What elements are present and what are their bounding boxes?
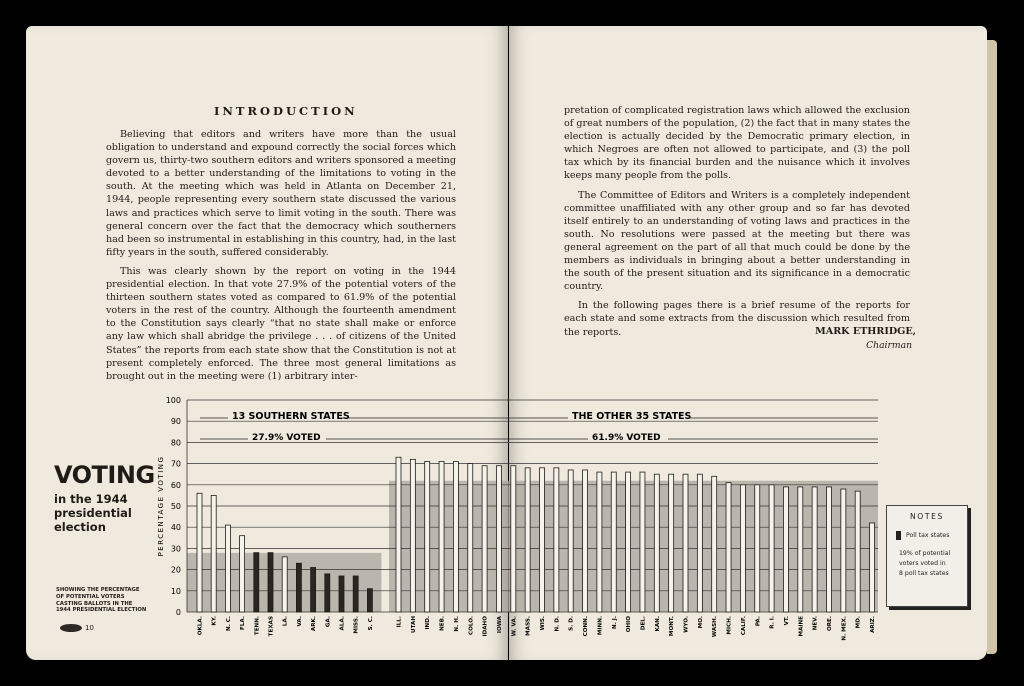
intro-paragraph: pretation of complicated registration laws which allowed the exclusion of great numbers of the population, (2) the fact that in many states the election is actually decided by the Democratic primary election, in which Negroes are often not allowed to participate, and (3) the poll tax which by its financial burden and the nuisance which it involves keeps many people from the polls. — [564, 105, 910, 182]
y-tick-label: 40 — [170, 523, 181, 533]
state-label: VT. — [783, 616, 790, 626]
notes-title: NOTES — [910, 512, 944, 521]
state-label: R. I. — [769, 616, 776, 629]
y-tick-label: 20 — [170, 565, 181, 575]
intro-paragraph: Believing that editors and writers have more than the usual obligation to understand and expound correctly the social forces which govern us, thirty-two southern editors and writers sponsored a meeting devoted to a better understanding of the limitations to voting in the south. At the meeting which was held in Atlanta on December 21, 1944, people representing every southern state discussed the various laws and practices which serve to limit voting in the south. There was general concern over the fact that the democracy which southerners had been so instrumental in establishing in this country, had, in the last fifty years in the south, suffered considerably. — [106, 129, 456, 258]
bar — [755, 485, 760, 612]
legend-item — [896, 531, 967, 540]
chart-caption: SHOWING THE PERCENTAGE OF POTENTIAL VOTERS CASTING BALLOTS IN THE 1944 PRESIDENTIAL ELECTION — [56, 587, 147, 614]
state-label: GA. — [325, 616, 332, 628]
state-label: MICH. — [726, 616, 733, 635]
bar — [683, 474, 688, 612]
bar — [525, 468, 530, 612]
state-label: MAINE — [798, 616, 805, 637]
signature-name: MARK ETHRIDGE, — [815, 326, 916, 337]
bar — [798, 487, 803, 612]
bar — [439, 461, 444, 612]
signature-title: Chairman — [866, 340, 912, 351]
bar — [783, 487, 788, 612]
bar — [841, 489, 846, 612]
bar — [554, 468, 559, 612]
bar — [453, 461, 458, 612]
state-label: IOWA — [496, 616, 503, 634]
bar — [511, 466, 516, 612]
bar — [353, 576, 358, 612]
state-label: CALIF. — [740, 616, 747, 636]
y-tick-label: 10 — [170, 586, 181, 596]
intro-paragraph: The Committee of Editors and Writers is a completely independent committee unaffiliated with any other group and so far has devoted itself entirely to an understanding of voting laws and practices in the south. No resolutions were passed at the meeting but there was general agreement on the part of all that much could be done by the members as individuals in bringing about a better understanding in the south of the present situation and its significance in a democratic country. — [564, 189, 910, 293]
bar — [225, 525, 230, 612]
bar — [568, 470, 573, 612]
bar — [425, 461, 430, 612]
notes-box — [886, 505, 968, 607]
voting-heading: VOTING — [54, 461, 155, 489]
state-label: OHIO — [626, 616, 633, 633]
bar — [769, 485, 774, 612]
state-label: NEV. — [812, 616, 819, 631]
y-tick-label: 70 — [170, 459, 181, 469]
bar — [482, 466, 487, 612]
state-label: WYO. — [683, 616, 690, 633]
state-label: TENN. — [254, 616, 261, 636]
bar — [339, 576, 344, 612]
page-number: 10 — [60, 624, 94, 632]
state-label: DEL. — [640, 616, 647, 631]
bar — [325, 574, 330, 612]
state-label: ALA. — [339, 616, 346, 631]
state-label: ILL. — [396, 616, 403, 628]
bar — [396, 457, 401, 612]
bar — [197, 493, 202, 612]
bar — [410, 459, 415, 612]
state-label: W. VA. — [511, 616, 518, 637]
bar — [468, 464, 473, 612]
state-label: UTAH — [410, 616, 417, 633]
state-label: MISS. — [353, 616, 360, 634]
bar — [626, 472, 631, 612]
state-label: NEB. — [439, 616, 446, 631]
bar — [812, 487, 817, 612]
group-title: 13 SOUTHERN STATES — [232, 411, 350, 422]
state-label: TEXAS — [268, 616, 275, 637]
intro-paragraph: In the following pages there is a brief resume of the reports for each state and some extracts from the discussion which resulted from the reports. — [564, 300, 910, 338]
state-label: MASS. — [525, 616, 532, 636]
voting-subheading: in the 1944 presidential election — [54, 492, 132, 534]
state-label: KAN. — [654, 616, 661, 632]
bar — [740, 485, 745, 612]
y-tick-label: 60 — [170, 480, 181, 490]
state-label: ARK. — [311, 616, 318, 632]
state-label: N. C. — [225, 616, 232, 631]
state-label: MD. — [855, 616, 862, 629]
state-label: S. C. — [367, 616, 374, 631]
bar — [597, 472, 602, 612]
state-label: WIS. — [540, 616, 546, 631]
bar — [211, 495, 216, 612]
y-tick-label: 50 — [170, 502, 181, 511]
y-tick-label: 80 — [170, 438, 181, 448]
state-label: WASH. — [712, 616, 719, 638]
bar — [282, 557, 287, 612]
bar — [540, 468, 545, 612]
state-label: PA. — [755, 616, 762, 627]
state-label: MO. — [697, 616, 704, 629]
bar — [654, 474, 659, 612]
bar — [726, 483, 731, 612]
state-label: S. D. — [568, 616, 575, 631]
bar — [311, 567, 316, 612]
state-label: N. H. — [453, 616, 460, 632]
bar — [268, 553, 273, 612]
bar — [496, 466, 501, 612]
poll-tax-swatch — [896, 531, 901, 540]
y-tick-label: 30 — [170, 544, 181, 554]
bar — [240, 536, 245, 612]
y-tick-label: 90 — [170, 417, 181, 427]
intro-paragraph: This was clearly shown by the report on voting in the 1944 presidential election. In that vote 27.9% of the potential voters of the thirteen southern states voted as compared to 61.9% of the potential voters in the rest of the country. Although the fourteenth amendment to the Constitution says clearly “that no state shall make or enforce any law which shall abridge the privilege . . . of citizens of the United States” the reports from each state show that the Constitution is not at present completely enforced. The three most general limitations as brought out in the meeting were (1) arbitrary inter- — [106, 265, 456, 382]
state-label: VA. — [296, 616, 303, 627]
state-label: N. D. — [554, 616, 561, 632]
group-title: THE OTHER 35 STATES — [572, 411, 692, 422]
state-label: ORE. — [827, 616, 833, 632]
notes-footnote: 19% of potential voters voted in 8 poll tax states — [899, 550, 951, 577]
bar — [611, 472, 616, 612]
y-tick-label: 0 — [175, 608, 181, 617]
bar — [254, 553, 259, 612]
introduction-title: INTRODUCTION — [214, 104, 358, 118]
state-label: COLO. — [468, 616, 475, 635]
state-label: IDAHO — [482, 616, 489, 637]
bar — [870, 523, 875, 612]
bar — [583, 470, 588, 612]
state-label: IND. — [425, 616, 432, 630]
bar — [296, 563, 301, 612]
legend-label: Poll tax states — [906, 532, 950, 539]
group-subtitle: 61.9% VOTED — [592, 433, 661, 443]
state-label: CONN. — [583, 616, 590, 637]
state-label: N. J. — [611, 616, 618, 629]
state-label: ARIZ. — [870, 616, 877, 633]
bar — [640, 472, 645, 612]
y-axis-label: PERCENTAGE VOTING — [157, 455, 165, 557]
state-label: OKLA. — [197, 616, 204, 636]
bar — [669, 474, 674, 612]
bar — [697, 474, 702, 612]
state-label: FLA. — [240, 616, 247, 630]
y-tick-label: 100 — [165, 396, 181, 405]
state-label: KY. — [211, 616, 218, 626]
bar — [827, 487, 832, 612]
bar — [367, 589, 372, 612]
group-subtitle: 27.9% VOTED — [252, 433, 321, 443]
bar — [855, 491, 860, 612]
state-label: LA. — [282, 616, 289, 627]
state-label: MINN. — [597, 616, 604, 636]
state-label: MONT. — [669, 616, 676, 637]
state-label: N. MEX. — [841, 616, 848, 641]
other-average-band — [389, 481, 878, 612]
bar — [712, 476, 717, 612]
